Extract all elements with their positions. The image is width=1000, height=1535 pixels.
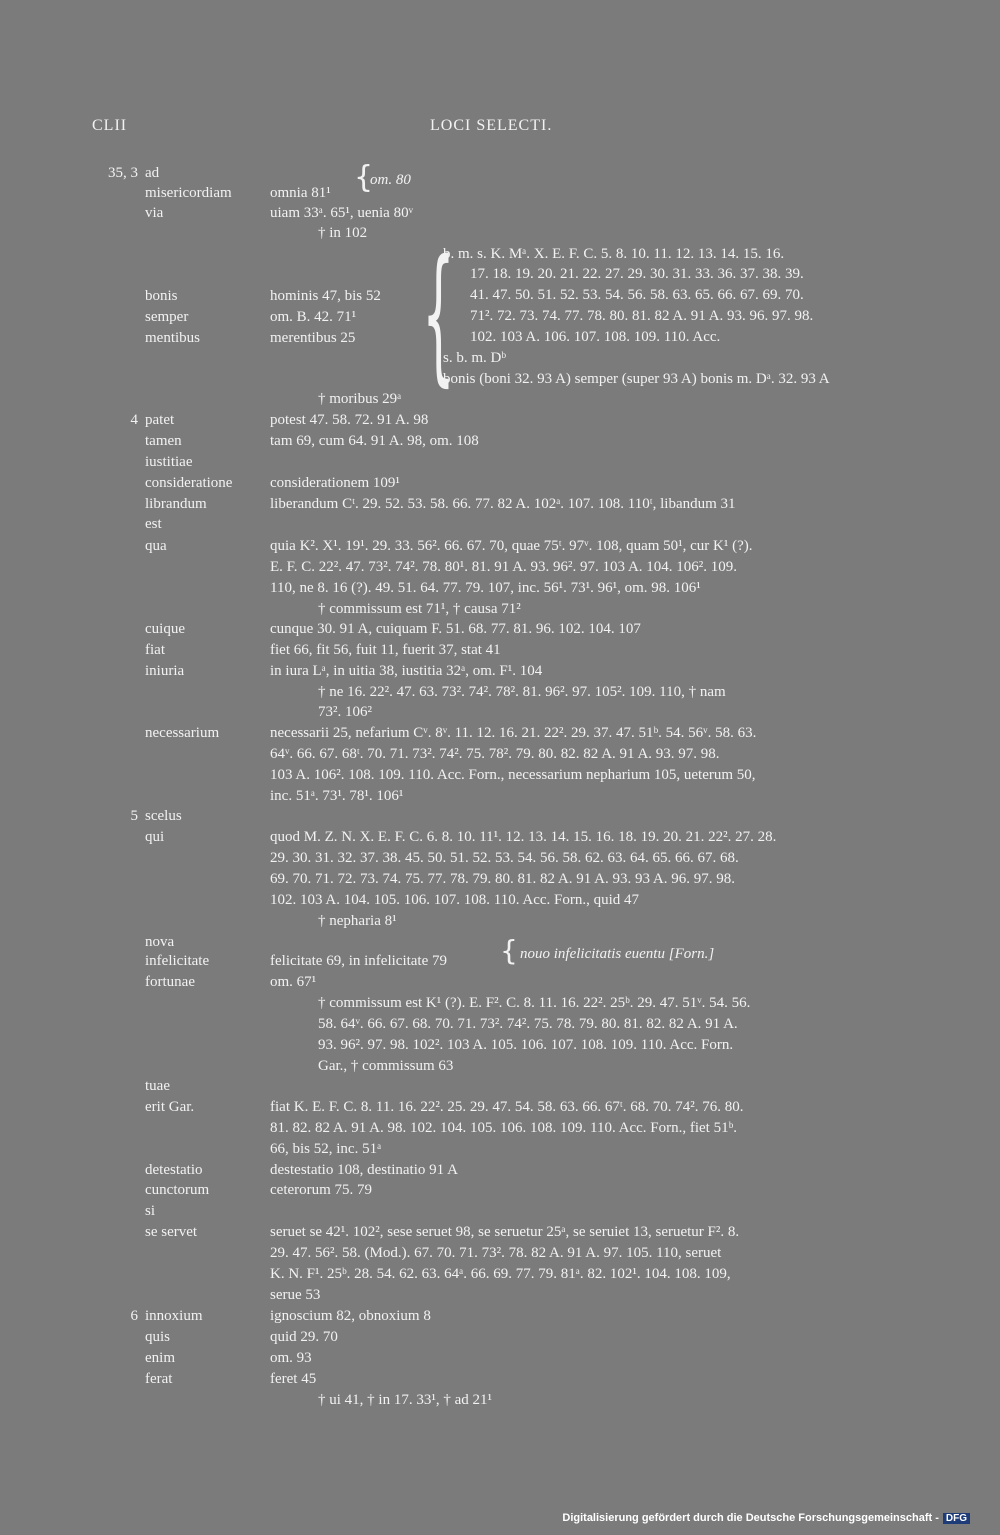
- variant: † ui 41, † in 17. 33¹, † ad 21¹: [318, 1392, 492, 1408]
- variant: serue 53: [270, 1287, 321, 1303]
- lemma: ad: [145, 165, 160, 181]
- variant: Gar., † commissum 63: [318, 1058, 454, 1074]
- variant: feret 45: [270, 1371, 317, 1387]
- lemma: scelus: [145, 808, 182, 824]
- footer-credit: [562, 1512, 970, 1524]
- variant: † nepharia 8¹: [318, 913, 397, 929]
- note-bms-3: 41. 47. 50. 51. 52. 53. 54. 56. 58. 63. 65. 66. 67. 69. 70.: [470, 287, 804, 303]
- note-bms-5: 102. 103 A. 106. 107. 108. 109. 110. Acc.: [470, 329, 721, 345]
- brace-om80: {: [354, 160, 374, 195]
- variant: † in 102: [318, 225, 368, 241]
- note-bms-4: 71². 72. 73. 74. 77. 78. 80. 81. 82 A. 91 A. 93. 96. 97. 98.: [470, 308, 814, 324]
- variant: in iura Lᵃ, in uitia 38, iustitia 32ᵃ, om. F¹. 104: [270, 663, 543, 679]
- footer-text: Digitalisierung gefördert durch die Deutsche Forschungsgemeinschaft -: [562, 1512, 939, 1524]
- running-title: LOCI SELECTI.: [430, 117, 553, 134]
- note-bms-7: bonis (boni 32. 93 A) semper (super 93 A) bonis m. Dᵃ. 32. 93 A: [443, 371, 830, 387]
- variant: 58. 64ᵛ. 66. 67. 68. 70. 71. 73². 74². 75. 78. 79. 80. 81. 82. 82 A. 91 A.: [318, 1016, 738, 1032]
- variant: uiam 33ᵃ. 65¹, uenia 80ᵛ: [270, 205, 413, 221]
- note-bms-6: s. b. m. Dᵇ: [443, 350, 506, 366]
- variant: hominis 47, bis 52: [270, 288, 381, 304]
- variant: om. 67¹: [270, 974, 317, 990]
- variant: necessarii 25, nefarium Cᵛ. 8ᵛ. 11. 12. 16. 21. 22². 29. 37. 47. 51ᵇ. 54. 56ᵛ. 58. 63.: [270, 725, 757, 741]
- lemma: fiat: [145, 642, 165, 658]
- lemma: necessarium: [145, 725, 220, 741]
- variant: K. N. F¹. 25ᵇ. 28. 54. 62. 63. 64ᵃ. 66. 69. 77. 79. 81ᵃ. 82. 102¹. 104. 108. 109,: [270, 1266, 731, 1282]
- variant: tam 69, cum 64. 91 A. 98, om. 108: [270, 433, 479, 449]
- lemma: tamen: [145, 433, 182, 449]
- variant: quid 29. 70: [270, 1329, 338, 1345]
- lemma: qua: [145, 538, 167, 554]
- variant: cunque 30. 91 A, cuiquam F. 51. 68. 77. 81. 96. 102. 104. 107: [270, 621, 641, 637]
- variant: fiat K. E. F. C. 8. 11. 16. 22². 25. 29. 47. 54. 58. 63. 66. 67ᵗ. 68. 70. 74². 76. 80.: [270, 1099, 744, 1115]
- line-ref: 6: [130, 1308, 138, 1324]
- variant: † moribus 29ᵃ: [318, 391, 402, 407]
- variant: † commissum est K¹ (?). E. F². C. 8. 11. 16. 22². 25ᵇ. 29. 47. 51ᵛ. 54. 56.: [318, 995, 751, 1011]
- variant: 29. 30. 31. 32. 37. 38. 45. 50. 51. 52. 53. 54. 56. 58. 62. 63. 64. 65. 66. 67. 68.: [270, 850, 739, 866]
- variant: merentibus 25: [270, 330, 356, 346]
- note-bms-1: b. m. s. K. Mᵃ. X. E. F. C. 5. 8. 10. 11. 12. 13. 14. 15. 16.: [443, 246, 785, 262]
- variant: considerationem 109¹: [270, 475, 400, 491]
- lemma: ferat: [145, 1371, 173, 1387]
- lemma: nova: [145, 934, 175, 950]
- dfg-logo: DFG: [943, 1513, 970, 1524]
- note-om80: om. 80: [370, 172, 411, 188]
- variant: 81. 82. 82 A. 91 A. 98. 102. 104. 105. 106. 108. 109. 110. Acc. Forn., fiet 51ᵇ.: [270, 1120, 737, 1136]
- variant: 66, bis 52, inc. 51ᵃ: [270, 1141, 382, 1157]
- lemma: innoxium: [145, 1308, 203, 1324]
- line-ref: 4: [130, 412, 138, 428]
- variant: felicitate 69, in infelicitate 79: [270, 953, 448, 969]
- lemma: iustitiae: [145, 454, 193, 470]
- lemma: est: [145, 516, 162, 532]
- lemma: consideratione: [145, 475, 233, 491]
- brace-nouo: {: [500, 934, 518, 967]
- variant: omnia 81¹: [270, 185, 331, 201]
- note-bms-2: 17. 18. 19. 20. 21. 22. 27. 29. 30. 31. 33. 36. 37. 38. 39.: [470, 266, 804, 282]
- variant: potest 47. 58. 72. 91 A. 98: [270, 412, 429, 428]
- line-ref: 35, 3: [108, 165, 138, 181]
- variant: fiet 66, fit 56, fuit 11, fuerit 37, stat 41: [270, 642, 501, 658]
- line-ref: 5: [130, 808, 138, 824]
- note-nouo: nouo infelicitatis euentu [Forn.]: [520, 946, 715, 962]
- lemma: bonis: [145, 288, 178, 304]
- lemma: si: [145, 1203, 156, 1219]
- variant: 69. 70. 71. 72. 73. 74. 75. 77. 78. 79. 80. 81. 82 A. 91 A. 93. 93 A. 96. 97. 98.: [270, 871, 736, 887]
- lemma: quis: [145, 1329, 171, 1345]
- variant: destestatio 108, destinatio 91 A: [270, 1162, 458, 1178]
- variant: ceterorum 75. 79: [270, 1182, 373, 1198]
- variant: † ne 16. 22². 47. 63. 73². 74². 78². 81. 96². 97. 105². 109. 110, † nam: [318, 684, 726, 700]
- lemma: enim: [145, 1350, 175, 1366]
- variant: liberandum Cᵗ. 29. 52. 53. 58. 66. 77. 82 A. 102ᵃ. 107. 108. 110ᵗ, libandum 31: [270, 496, 736, 512]
- lemma: iniuria: [145, 663, 185, 679]
- variant: quia K². X¹. 19¹. 29. 33. 56². 66. 67. 70, quae 75ᵗ. 97ᵛ. 108, quam 50¹, cur K¹ (?).: [270, 538, 753, 554]
- brace-bonis: {: [422, 228, 455, 400]
- lemma: detestatio: [145, 1162, 203, 1178]
- lemma: semper: [145, 309, 189, 325]
- variant: 103 A. 106². 108. 109. 110. Acc. Forn., necessarium nepharium 105, ueterum 50,: [270, 767, 756, 783]
- variant: om. B. 42. 71¹: [270, 309, 357, 325]
- lemma: infelicitate: [145, 953, 210, 969]
- variant: † commissum est 71¹, † causa 71²: [318, 601, 521, 617]
- variant: 64ᵛ. 66. 67. 68ᵗ. 70. 71. 73². 74². 75. 78². 79. 80. 82. 82 A. 91 A. 93. 97. 98.: [270, 746, 720, 762]
- lemma: patet: [145, 412, 175, 428]
- variant: om. 93: [270, 1350, 312, 1366]
- lemma: mentibus: [145, 330, 200, 346]
- lemma: erit Gar.: [145, 1099, 195, 1115]
- variant: 110, ne 8. 16 (?). 49. 51. 64. 77. 79. 107, inc. 56¹. 73¹. 96¹, om. 98. 106¹: [270, 580, 701, 596]
- lemma: qui: [145, 829, 165, 845]
- lemma: cunctorum: [145, 1182, 210, 1198]
- lemma: misericordiam: [145, 185, 232, 201]
- variant: inc. 51ᵃ. 73¹. 78¹. 106¹: [270, 788, 404, 804]
- page-number: CLII: [92, 117, 128, 134]
- lemma: librandum: [145, 496, 207, 512]
- variant: 29. 47. 56². 58. (Mod.). 67. 70. 71. 73². 78. 82 A. 91 A. 97. 105. 110, seruet: [270, 1245, 722, 1261]
- variant: 73². 106²: [318, 704, 372, 720]
- lemma: se servet: [145, 1224, 198, 1240]
- variant: ignoscium 82, obnoxium 8: [270, 1308, 431, 1324]
- variant: quod M. Z. N. X. E. F. C. 6. 8. 10. 11¹. 12. 13. 14. 15. 16. 18. 19. 20. 21. 22². 27. 28.: [270, 829, 777, 845]
- lemma: via: [145, 205, 164, 221]
- lemma: fortunae: [145, 974, 195, 990]
- variant: 93. 96². 97. 98. 102². 103 A. 105. 106. 107. 108. 109. 110. Acc. Forn.: [318, 1037, 734, 1053]
- variant: 102. 103 A. 104. 105. 106. 107. 108. 110. Acc. Forn., quid 47: [270, 892, 640, 908]
- variant: seruet se 42¹. 102², sese seruet 98, se seruetur 25ᵃ, se seruiet 13, seruetur F². 8.: [270, 1224, 740, 1240]
- lemma: cuique: [145, 621, 185, 637]
- variant: E. F. C. 22². 47. 73². 74². 78. 80¹. 81. 91 A. 93. 96². 97. 103 A. 104. 106². 109.: [270, 559, 738, 575]
- lemma: tuae: [145, 1078, 170, 1094]
